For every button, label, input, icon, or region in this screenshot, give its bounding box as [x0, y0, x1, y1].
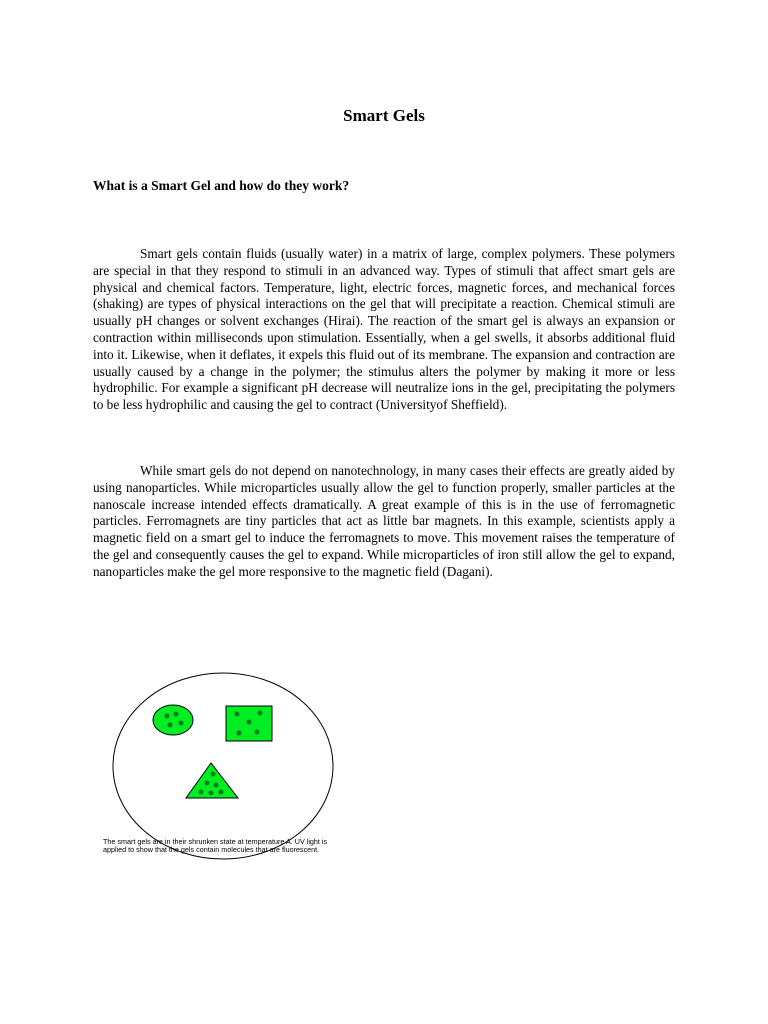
gel-circle [153, 705, 193, 735]
container-circle [113, 673, 333, 859]
gel-dot [168, 723, 173, 728]
gel-dot [235, 712, 240, 717]
paragraph-1: Smart gels contain fluids (usually water) in a matrix of large, complex polymers. These polymers are special in that they respond to stimuli in an advanced way. Types of stimuli that affect smart gels are physical and chemical factors. Temperature, light, electric forces, magnetic forces, and mechanical forces (shaking) are types of physical interactions on the gel that will precipitate a reaction. Chemical stimuli are usually pH changes or solvent exchanges (Hirai). The reaction of the smart gel is always an expansion or contraction within milliseconds upon stimulation. Essentially, when a gel swells, it absorbs additional fluid into it. Likewise, when it deflates, it expels this fluid out of its membrane. The expansion and contraction are usually caused by a change in the polymer; the stimulus alters the polymer by making it more or less hydrophilic. For example a significant pH decrease will neutralize ions in the gel, precipitating the polymers to be less hydrophilic and causing the gel to contract (Universityof Sheffield). [93, 246, 675, 413]
gel-dot [247, 720, 252, 725]
gel-dot [179, 721, 184, 726]
gel-dot [165, 714, 170, 719]
paragraph-2: While smart gels do not depend on nanotechnology, in many cases their effects are greatly aided by using nanoparticles. While microparticles usually allow the gel to function properly, smaller particles at the nanoscale increase intended effects dramatically. A great example of this is in the use of ferromagnetic particles. Ferromagnets are tiny particles that act as little bar magnets. In this example, scientists apply a magnetic field on a smart gel to induce the ferromagnets to move. This movement raises the temperature of the gel and consequently causes the gel to expand. While microparticles of iron still allow the gel to expand, nanoparticles make the gel more responsive to the magnetic field (Dagani). [93, 463, 675, 579]
gel-dot [211, 772, 216, 777]
gel-dot [219, 790, 224, 795]
gel-dot [258, 711, 263, 716]
section-heading: What is a Smart Gel and how do they work? [93, 178, 350, 193]
gel-dot [214, 783, 219, 788]
gel-dot [237, 731, 242, 736]
document-title: Smart Gels [343, 106, 425, 125]
gel-dot [205, 781, 210, 786]
gel-dot [174, 712, 179, 717]
gel-dot [199, 790, 204, 795]
gel-dot [255, 730, 260, 735]
figure-caption: The smart gels are in their shrunken state at temperature A. UV light is applied to show that the gels contain molecules that are fluorescent. [103, 837, 328, 855]
gel-dot [209, 791, 214, 796]
